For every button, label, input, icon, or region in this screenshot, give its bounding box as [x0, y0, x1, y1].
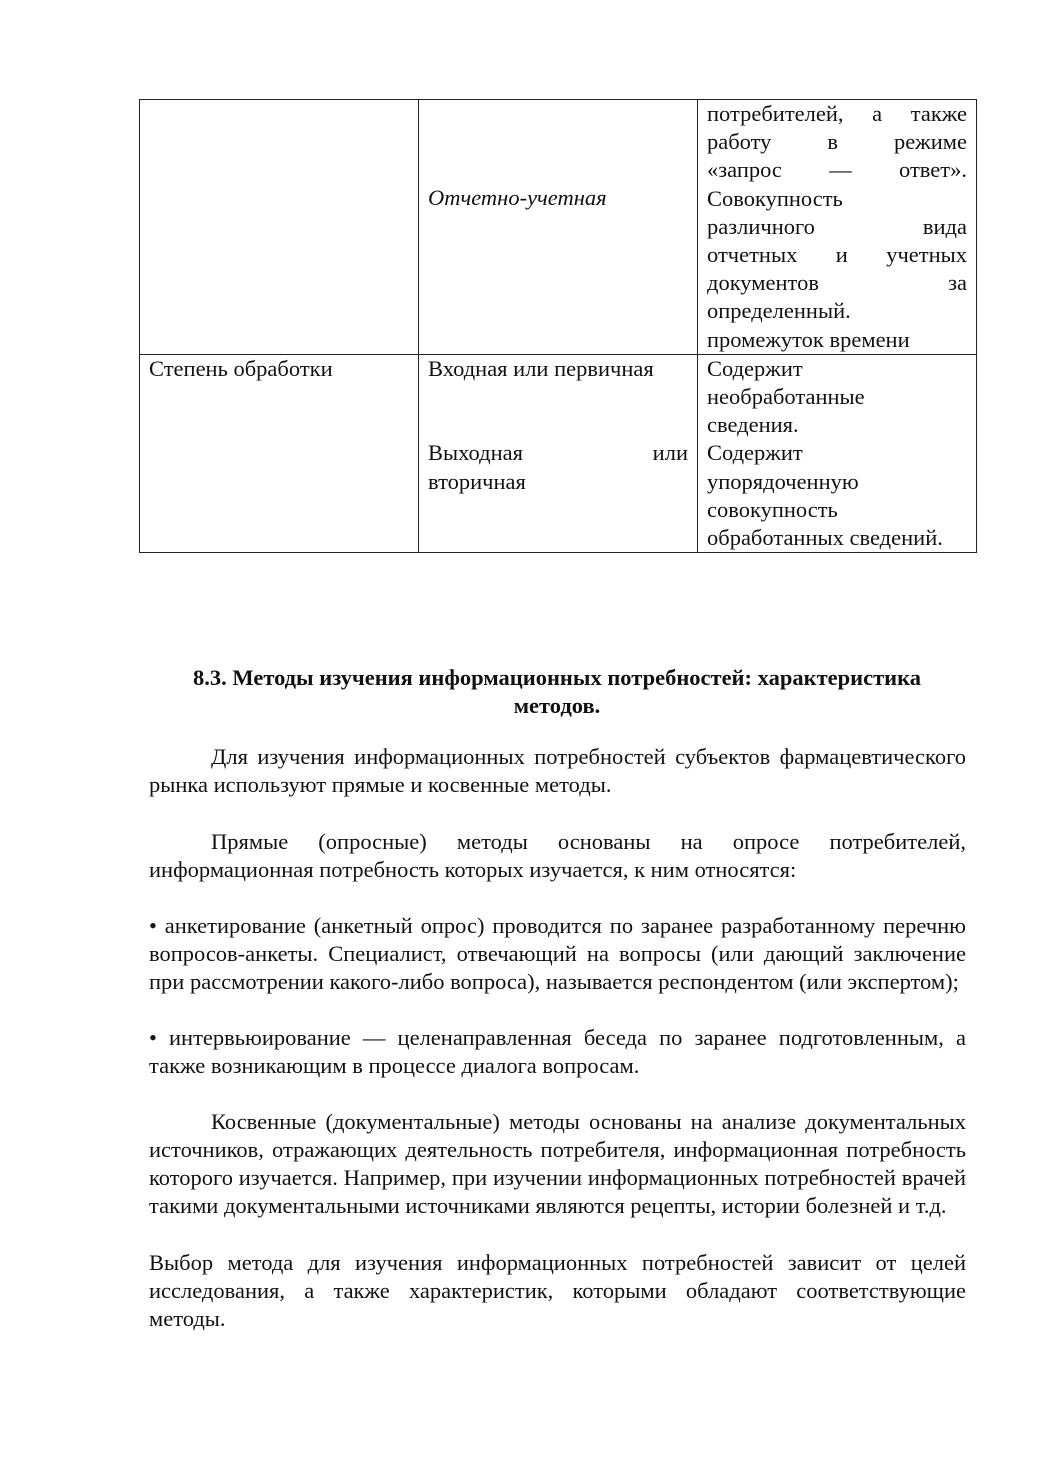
description-line: упорядоченную: [707, 468, 859, 494]
description-line: необработанные: [707, 384, 865, 410]
description-line: сведения.: [707, 412, 799, 438]
table-cell-description: [698, 354, 977, 552]
paragraph-direct-methods: Прямые (опросные) методы основаны на опросе потребителей, информационная потребность которых изучается, к ним относятся:: [149, 829, 966, 882]
classification-table: [139, 99, 977, 553]
description-line: промежуток времени: [707, 326, 910, 352]
description-line: отчетных и учетных: [707, 242, 967, 268]
table-cell-description: [698, 100, 977, 355]
type-label-output: Выходная или: [428, 440, 688, 466]
description-line: работу в режиме: [707, 129, 967, 155]
section-heading: 8.3. Методы изучения информационных потребностей: характеристика методов.: [193, 665, 921, 718]
type-label-reporting: Отчетно-учетная: [428, 185, 607, 210]
table-cell-type: [419, 354, 698, 552]
table-row: [140, 354, 977, 552]
description-line: определенный.: [707, 298, 851, 324]
table-cell-criterion: [140, 354, 419, 552]
table-cell-type: [419, 100, 698, 355]
criterion-label: Степень обработки: [149, 355, 333, 381]
paragraph-indirect-methods: Косвенные (документальные) методы основаны на анализе документальных источников, отражающих деятельность потребителя, информационная потребность которого изучается. Например, при изучении информационных потребностей врачей такими документальными источниками являются рецепты, истории болезней и т.д.: [149, 1109, 966, 1218]
paragraph-intro: Для изучения информационных потребностей субъектов фармацевтического рынка используют прямые и косвенные методы.: [149, 744, 966, 797]
type-label-input: Входная или первичная: [428, 355, 654, 381]
description-line: документов за: [707, 270, 967, 296]
description-line: Совокупность: [707, 185, 843, 211]
description-line: обработанных сведений.: [707, 525, 943, 551]
bullet-interview: • интервьюирование — целенаправленная беседа по заранее подготовленным, а также возникающим в процессе диалога вопросам.: [149, 1025, 966, 1078]
description-line: совокупность: [707, 496, 838, 522]
description-line: различного вида: [707, 213, 967, 239]
type-label-output-cont: вторичная: [428, 468, 526, 494]
bullet-questionnaire: • анкетирование (анкетный опрос) проводится по заранее разработанному перечню вопросов-анкеты. Специалист, отвечающий на вопросы (или дающий заключение при рассмотрении какого-либо вопроса), называется респондентом (или экспертом);: [149, 913, 966, 994]
table-cell-empty: [140, 100, 419, 355]
paragraph-method-choice: Выбор метода для изучения информационных потребностей зависит от целей исследования, а также характеристик, которыми обладают соответствующие методы.: [149, 1250, 966, 1331]
description-line: Содержит: [707, 355, 803, 381]
description-line: потребителей, а также: [707, 101, 967, 126]
table-row: [140, 100, 977, 355]
description-line: Содержит: [707, 440, 803, 466]
description-line: «запрос — ответ».: [707, 157, 967, 183]
